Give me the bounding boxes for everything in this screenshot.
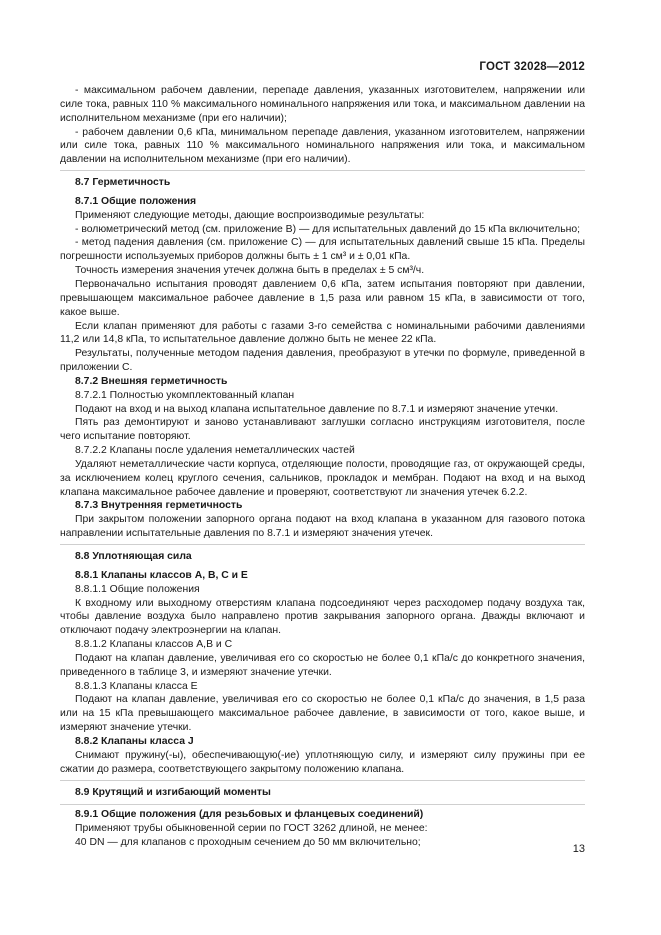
divider: [60, 170, 585, 171]
paragraph: Подают на вход и на выход клапана испытательное давление по 8.7.1 и измеряют значение утечки.: [75, 403, 559, 415]
clause-heading: 8.8.1.1 Общие положения: [75, 583, 200, 595]
paragraph: Первоначально испытания проводят давлением 0,6 кПа, затем испытания повторяют при давлении, превышающем максимальное рабочее давление в 1,5 раза или равном 15 кПа, в зависимости от того, какое выше.: [60, 278, 585, 318]
document-body: [60, 84, 585, 850]
paragraph: Если клапан применяют для работы с газами 3-го семейства с номинальными рабочими давлениями 11,2 или 14,8 кПа, то испытательное давление должно быть не менее 22 кПа.: [60, 320, 585, 346]
subsection-heading: 8.7.2 Внешняя герметичность: [75, 375, 228, 387]
subsection-heading: 8.7.1 Общие положения: [75, 195, 197, 207]
subsection-heading: 8.7.3 Внутренняя герметичность: [75, 500, 243, 512]
clause-heading: 8.8.1.3 Клапаны класса Е: [75, 680, 198, 692]
paragraph: Результаты, полученные методом падения давления, преобразуют в утечки по формуле, приведенной в приложении С.: [60, 348, 585, 374]
section-heading: 8.9 Крутящий и изгибающий моменты: [75, 786, 271, 798]
document-id-header: ГОСТ 32028—2012: [479, 61, 585, 73]
section-heading: 8.8 Уплотняющая сила: [75, 551, 192, 562]
paragraph: Точность измерения значения утечек должна быть в пределах ± 5 см³/ч.: [75, 265, 425, 277]
paragraph: Удаляют неметаллические части корпуса, отделяющие полости, проводящие газ, от окружающей среды, за исключением колец круглого сечения, сальников, прокладок и мембран. Подают на вход и на выход клапана максимальное рабочее давление и проверяют, соответствуют ли значения утечек 6.2.2.: [60, 458, 585, 498]
paragraph: Снимают пружину(-ы), обеспечивающую(-ие) уплотняющую силу, и измеряют силу пружины при ее сжатии до размера, соответствующего закрытому положению клапана.: [60, 749, 585, 775]
subsection-heading: 8.9.1 Общие положения (для резьбовых и фланцевых соединений): [75, 809, 424, 821]
paragraph: Подают на клапан давление, увеличивая его со скоростью не более 0,1 кПа/с до значения, в 1,5 раза или на 15 кПа превышающего максимальное рабочее давление, в зависимости от того, какое выше, и измеряют значение утечки.: [60, 694, 585, 734]
clause-heading: 8.7.2.1 Полностью укомплектованный клапан: [75, 389, 295, 401]
paragraph: Пять раз демонтируют и заново устанавливают заглушки согласно инструкциям изготовителя, после чего испытание повторяют.: [60, 417, 585, 443]
clause-heading: 8.7.2.2 Клапаны после удаления неметаллических частей: [75, 445, 355, 457]
paragraph: При закрытом положении запорного органа подают на вход клапана в указанном для газового потока направлении испытательные давления по 8.7.1 и измеряют значения утечек.: [60, 514, 585, 540]
subsection-heading: 8.8.1 Клапаны классов А, В, С и Е: [75, 569, 248, 581]
paragraph: Применяют трубы обыкновенной серии по ГОСТ 3262 длиной, не менее:: [75, 823, 428, 835]
divider: [60, 544, 585, 545]
page-number: 13: [572, 843, 585, 855]
paragraph: - волюметрический метод (см. приложение В) — для испытательных давлений до 15 кПа включительно;: [75, 223, 581, 235]
paragraph: Применяют следующие методы, дающие воспроизводимые результаты:: [75, 209, 425, 221]
paragraph: - рабочем давлении 0,6 кПа, минимальном перепаде давления, указанном изготовителем, напряжении или силе тока, равных 110 % максимального номинального напряжения или тока, и максимальном давлении на исполнительном механизме (при его наличии).: [60, 126, 585, 166]
divider: [60, 780, 585, 781]
paragraph: 40 DN — для клапанов с проходным сечением до 50 мм включительно;: [75, 837, 421, 849]
paragraph: Подают на клапан давление, увеличивая его со скоростью не более 0,1 кПа/с до конкретного значения, приведенного в таблице 3, и измеряют значение утечки.: [60, 652, 585, 678]
paragraph: - метод падения давления (см. приложение С) — для испытательных давлений свыше 15 кПа. Пределы погрешности используемых приборов должны быть ± 1 см³ и ± 0,01 кПа.: [60, 237, 585, 263]
subsection-heading: 8.8.2 Клапаны класса J: [75, 735, 194, 747]
paragraph: - максимальном рабочем давлении, перепаде давления, указанных изготовителем, напряжении или силе тока, равных 110 % максимального номинального напряжения или тока, и максимальном давлении на исполнительном механизме (при его наличии);: [60, 85, 585, 124]
paragraph: К входному или выходному отверстиям клапана подсоединяют через расходомер подачу воздуха так, чтобы давление воздуха было направлено против закрывания запорного органа. Дважды включают и отключают подачу электроэнергии на клапан.: [60, 597, 585, 637]
divider: [60, 804, 585, 805]
clause-heading: 8.8.1.2 Клапаны классов А,В и С: [75, 639, 233, 651]
section-heading: 8.7 Герметичность: [75, 177, 171, 189]
